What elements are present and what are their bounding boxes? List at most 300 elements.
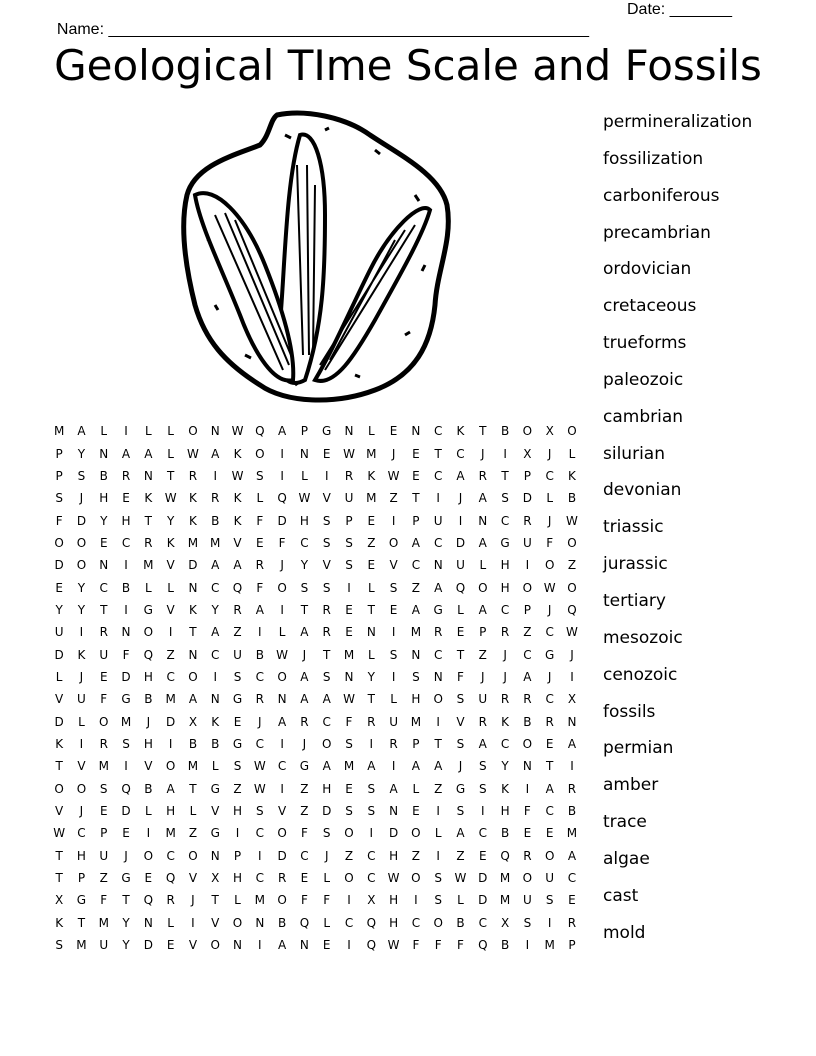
grid-cell[interactable]: O [478, 580, 488, 595]
grid-cell[interactable]: B [500, 826, 510, 841]
grid-cell[interactable]: F [323, 893, 331, 908]
grid-cell[interactable]: A [434, 580, 443, 595]
grid-cell[interactable]: E [345, 781, 353, 796]
grid-cell[interactable]: U [99, 938, 109, 953]
grid-cell[interactable]: O [544, 848, 555, 863]
grid-cell[interactable]: Z [166, 647, 175, 662]
grid-cell[interactable]: S [300, 580, 309, 595]
grid-cell[interactable]: X [523, 446, 532, 461]
grid-cell[interactable]: W [298, 491, 311, 506]
grid-cell[interactable]: S [322, 535, 331, 550]
grid-cell[interactable]: V [55, 692, 64, 707]
grid-cell[interactable]: B [567, 491, 577, 506]
grid-cell[interactable]: N [188, 647, 198, 662]
grid-cell[interactable]: F [278, 535, 286, 550]
grid-cell[interactable]: F [457, 669, 464, 684]
grid-cell[interactable]: J [458, 491, 463, 506]
grid-cell[interactable]: O [411, 826, 421, 841]
grid-cell[interactable]: C [255, 826, 265, 841]
grid-cell[interactable]: D [143, 938, 153, 953]
grid-cell[interactable]: G [210, 781, 220, 796]
grid-cell[interactable]: D [455, 535, 466, 550]
grid-cell[interactable]: Z [478, 647, 487, 662]
grid-cell[interactable]: Y [367, 669, 375, 684]
grid-cell[interactable]: S [122, 736, 130, 751]
grid-cell[interactable]: V [144, 759, 153, 774]
grid-cell[interactable]: S [345, 804, 353, 819]
grid-cell[interactable]: R [344, 468, 354, 483]
grid-cell[interactable]: S [233, 669, 242, 684]
grid-cell[interactable]: I [124, 558, 128, 573]
grid-cell[interactable]: C [300, 848, 309, 863]
grid-cell[interactable]: T [367, 602, 375, 617]
grid-cell[interactable]: S [322, 669, 331, 684]
grid-cell[interactable]: I [124, 602, 128, 617]
grid-cell[interactable]: T [189, 625, 197, 640]
grid-cell[interactable]: D [121, 804, 131, 819]
grid-cell[interactable]: Z [99, 871, 108, 886]
grid-cell[interactable]: B [121, 580, 131, 595]
grid-cell[interactable]: M [53, 424, 65, 439]
grid-cell[interactable]: L [256, 491, 264, 506]
grid-cell[interactable]: K [188, 513, 197, 528]
grid-cell[interactable]: J [258, 714, 262, 729]
grid-cell[interactable]: T [100, 602, 108, 617]
grid-cell[interactable]: E [122, 826, 130, 841]
grid-cell[interactable]: S [545, 893, 554, 908]
grid-cell[interactable]: U [54, 625, 64, 640]
grid-cell[interactable]: Q [500, 848, 510, 863]
grid-cell[interactable]: M [76, 938, 87, 953]
grid-cell[interactable]: N [277, 692, 287, 707]
grid-cell[interactable]: U [545, 871, 555, 886]
grid-cell[interactable]: O [522, 871, 533, 886]
grid-cell[interactable]: J [570, 647, 574, 662]
grid-cell[interactable]: O [344, 826, 354, 841]
grid-cell[interactable]: N [299, 938, 309, 953]
grid-cell[interactable]: Z [434, 781, 443, 796]
grid-cell[interactable]: A [478, 602, 487, 617]
grid-cell[interactable]: K [77, 647, 86, 662]
grid-cell[interactable]: W [253, 759, 266, 774]
grid-cell[interactable]: X [367, 893, 376, 908]
grid-cell[interactable]: Q [165, 871, 176, 886]
grid-cell[interactable]: Z [300, 781, 309, 796]
grid-cell[interactable]: V [211, 915, 220, 930]
grid-cell[interactable]: C [523, 647, 532, 662]
grid-cell[interactable]: E [55, 580, 63, 595]
grid-cell[interactable]: Q [277, 491, 287, 506]
grid-cell[interactable]: H [389, 915, 399, 930]
grid-cell[interactable]: V [233, 535, 242, 550]
grid-cell[interactable]: A [434, 759, 443, 774]
grid-cell[interactable]: I [168, 736, 173, 751]
grid-cell[interactable]: I [280, 602, 284, 617]
grid-cell[interactable]: R [545, 714, 554, 729]
grid-cell[interactable]: O [255, 446, 265, 461]
grid-cell[interactable]: Y [100, 513, 108, 528]
grid-cell[interactable]: M [544, 938, 555, 953]
grid-cell[interactable]: L [479, 558, 487, 573]
grid-cell[interactable]: L [144, 580, 152, 595]
grid-cell[interactable]: X [188, 714, 198, 729]
grid-cell[interactable]: O [277, 669, 287, 684]
grid-cell[interactable]: W [186, 446, 199, 461]
grid-cell[interactable]: J [547, 446, 552, 461]
grid-cell[interactable]: V [188, 938, 198, 953]
grid-cell[interactable]: T [501, 468, 509, 483]
grid-cell[interactable]: J [79, 491, 84, 506]
grid-cell[interactable]: O [99, 714, 109, 729]
grid-cell[interactable]: S [99, 781, 108, 796]
name-field-label[interactable]: Name: ______________________________________________________ [56, 21, 589, 38]
grid-cell[interactable]: U [433, 513, 443, 528]
grid-cell[interactable]: P [412, 736, 420, 751]
grid-cell[interactable]: D [478, 893, 488, 908]
grid-cell[interactable]: W [253, 781, 266, 796]
grid-cell[interactable]: G [455, 781, 466, 796]
grid-cell[interactable]: K [211, 714, 220, 729]
grid-cell[interactable]: O [277, 826, 287, 841]
grid-cell[interactable]: I [124, 424, 128, 439]
grid-cell[interactable]: N [411, 424, 421, 439]
grid-cell[interactable]: J [324, 848, 329, 863]
grid-cell[interactable]: Q [143, 893, 154, 908]
grid-cell[interactable]: P [345, 513, 353, 528]
grid-cell[interactable]: T [323, 647, 331, 662]
grid-cell[interactable]: G [299, 759, 310, 774]
grid-cell[interactable]: C [255, 736, 265, 751]
grid-cell[interactable]: P [523, 468, 531, 483]
grid-cell[interactable]: I [280, 781, 284, 796]
grid-cell[interactable]: I [124, 759, 128, 774]
grid-cell[interactable]: P [479, 625, 487, 640]
grid-cell[interactable]: I [391, 759, 396, 774]
grid-cell[interactable]: N [210, 692, 220, 707]
grid-cell[interactable]: R [99, 736, 108, 751]
grid-cell[interactable]: C [545, 692, 554, 707]
grid-cell[interactable]: W [231, 468, 244, 483]
grid-cell[interactable]: K [55, 915, 64, 930]
grid-cell[interactable]: A [211, 625, 220, 640]
grid-cell[interactable]: K [501, 714, 510, 729]
grid-cell[interactable]: I [503, 446, 507, 461]
grid-cell[interactable]: I [235, 826, 240, 841]
grid-cell[interactable]: N [233, 938, 243, 953]
grid-cell[interactable]: H [389, 893, 399, 908]
grid-cell[interactable]: H [143, 669, 153, 684]
grid-cell[interactable]: B [523, 714, 532, 729]
grid-cell[interactable]: D [166, 714, 176, 729]
grid-cell[interactable]: W [387, 871, 400, 886]
grid-cell[interactable]: F [256, 513, 264, 528]
grid-cell[interactable]: G [322, 424, 332, 439]
grid-cell[interactable]: O [522, 424, 533, 439]
grid-cell[interactable]: S [233, 759, 242, 774]
grid-cell[interactable]: D [478, 871, 488, 886]
grid-cell[interactable]: R [500, 625, 510, 640]
grid-cell[interactable]: I [570, 759, 574, 774]
grid-cell[interactable]: C [456, 446, 465, 461]
grid-cell[interactable]: V [166, 558, 175, 573]
grid-cell[interactable]: A [322, 759, 331, 774]
grid-cell[interactable]: N [411, 647, 421, 662]
grid-cell[interactable]: S [434, 893, 442, 908]
grid-cell[interactable]: S [322, 513, 331, 528]
grid-cell[interactable]: L [390, 692, 397, 707]
grid-cell[interactable]: V [211, 804, 220, 819]
grid-cell[interactable]: A [567, 736, 577, 751]
grid-cell[interactable]: R [255, 558, 264, 573]
grid-cell[interactable]: U [389, 714, 398, 729]
grid-cell[interactable]: T [122, 893, 130, 908]
grid-cell[interactable]: S [434, 871, 442, 886]
grid-cell[interactable]: M [98, 915, 109, 930]
grid-cell[interactable]: C [478, 826, 487, 841]
grid-cell[interactable]: L [278, 625, 286, 640]
grid-cell[interactable]: N [366, 625, 376, 640]
grid-cell[interactable]: S [367, 804, 376, 819]
grid-cell[interactable]: S [256, 468, 264, 483]
grid-cell[interactable]: D [76, 513, 87, 528]
grid-cell[interactable]: V [77, 759, 86, 774]
grid-cell[interactable]: H [500, 558, 510, 573]
grid-cell[interactable]: B [99, 468, 108, 483]
grid-cell[interactable]: W [543, 580, 556, 595]
grid-cell[interactable]: C [277, 759, 287, 774]
grid-cell[interactable]: H [299, 513, 309, 528]
grid-cell[interactable]: L [167, 580, 174, 595]
grid-cell[interactable]: V [55, 804, 64, 819]
grid-cell[interactable]: J [302, 647, 307, 662]
grid-cell[interactable]: H [411, 692, 421, 707]
grid-cell[interactable]: S [389, 580, 398, 595]
grid-cell[interactable]: R [523, 848, 532, 863]
grid-cell[interactable]: M [254, 893, 265, 908]
grid-cell[interactable]: F [523, 804, 531, 819]
grid-cell[interactable]: I [547, 915, 552, 930]
grid-cell[interactable]: N [255, 915, 265, 930]
grid-cell[interactable]: O [567, 535, 577, 550]
grid-cell[interactable]: N [210, 848, 220, 863]
grid-cell[interactable]: X [545, 424, 554, 439]
grid-cell[interactable]: T [166, 468, 175, 483]
grid-cell[interactable]: Q [299, 915, 310, 930]
grid-cell[interactable]: C [166, 848, 175, 863]
grid-cell[interactable]: C [255, 871, 265, 886]
grid-cell[interactable]: S [77, 468, 86, 483]
grid-cell[interactable]: T [211, 893, 219, 908]
grid-cell[interactable]: B [500, 424, 510, 439]
grid-cell[interactable]: A [77, 424, 86, 439]
grid-cell[interactable]: O [54, 781, 64, 796]
grid-cell[interactable]: Y [300, 558, 309, 573]
grid-cell[interactable]: P [55, 468, 63, 483]
grid-cell[interactable]: K [188, 602, 197, 617]
grid-cell[interactable]: I [258, 938, 262, 953]
grid-cell[interactable]: R [523, 692, 532, 707]
grid-cell[interactable]: S [367, 781, 376, 796]
grid-cell[interactable]: A [478, 736, 487, 751]
grid-cell[interactable]: M [165, 826, 176, 841]
grid-cell[interactable]: M [210, 535, 221, 550]
grid-cell[interactable]: T [77, 915, 86, 930]
grid-cell[interactable]: D [188, 558, 198, 573]
grid-cell[interactable]: O [277, 893, 287, 908]
grid-cell[interactable]: F [300, 893, 308, 908]
grid-cell[interactable]: K [367, 468, 376, 483]
grid-cell[interactable]: B [144, 781, 153, 796]
grid-cell[interactable]: A [188, 692, 198, 707]
grid-cell[interactable]: N [143, 468, 153, 483]
grid-cell[interactable]: A [211, 446, 220, 461]
grid-cell[interactable]: I [436, 804, 440, 819]
grid-cell[interactable]: R [144, 535, 153, 550]
grid-cell[interactable]: A [322, 692, 331, 707]
grid-cell[interactable]: C [500, 513, 510, 528]
grid-cell[interactable]: A [389, 781, 398, 796]
grid-cell[interactable]: H [143, 736, 153, 751]
grid-cell[interactable]: I [258, 625, 262, 640]
grid-cell[interactable]: T [456, 647, 465, 662]
grid-cell[interactable]: Z [567, 558, 577, 573]
grid-cell[interactable]: M [343, 759, 355, 774]
grid-cell[interactable]: J [547, 602, 552, 617]
grid-cell[interactable]: N [389, 804, 399, 819]
grid-cell[interactable]: Z [411, 848, 421, 863]
grid-cell[interactable]: N [121, 625, 131, 640]
grid-cell[interactable]: I [391, 625, 396, 640]
grid-cell[interactable]: F [256, 580, 264, 595]
grid-cell[interactable]: W [566, 513, 578, 528]
grid-cell[interactable]: M [120, 714, 132, 729]
grid-cell[interactable]: E [568, 893, 576, 908]
grid-cell[interactable]: D [54, 647, 64, 662]
grid-cell[interactable]: I [414, 893, 418, 908]
grid-cell[interactable]: Z [389, 491, 398, 506]
grid-cell[interactable]: J [146, 714, 151, 729]
grid-cell[interactable]: V [188, 871, 198, 886]
grid-cell[interactable]: R [99, 625, 108, 640]
grid-cell[interactable]: Q [232, 580, 243, 595]
grid-cell[interactable]: D [277, 848, 287, 863]
grid-cell[interactable]: S [456, 736, 465, 751]
grid-cell[interactable]: S [456, 692, 465, 707]
grid-cell[interactable]: L [568, 446, 576, 461]
grid-cell[interactable]: C [211, 647, 220, 662]
grid-cell[interactable]: U [233, 647, 242, 662]
grid-cell[interactable]: M [366, 446, 377, 461]
grid-cell[interactable]: R [478, 714, 487, 729]
grid-cell[interactable]: B [211, 736, 220, 751]
grid-cell[interactable]: S [345, 558, 353, 573]
grid-cell[interactable]: A [523, 669, 532, 684]
grid-cell[interactable]: P [568, 938, 576, 953]
grid-cell[interactable]: P [523, 602, 531, 617]
grid-cell[interactable]: Y [166, 513, 175, 528]
grid-cell[interactable]: A [278, 424, 287, 439]
grid-cell[interactable]: B [255, 647, 264, 662]
grid-cell[interactable]: C [434, 535, 443, 550]
grid-cell[interactable]: H [233, 804, 243, 819]
grid-cell[interactable]: S [322, 826, 331, 841]
grid-cell[interactable]: W [387, 468, 400, 483]
grid-cell[interactable]: D [121, 669, 131, 684]
grid-cell[interactable]: G [232, 736, 243, 751]
grid-cell[interactable]: A [144, 446, 153, 461]
grid-cell[interactable]: N [188, 580, 198, 595]
grid-cell[interactable]: J [481, 669, 485, 684]
grid-cell[interactable]: L [434, 826, 442, 841]
grid-cell[interactable]: A [478, 491, 487, 506]
grid-cell[interactable]: W [343, 692, 355, 707]
grid-cell[interactable]: J [79, 804, 84, 819]
grid-cell[interactable]: A [456, 468, 465, 483]
grid-cell[interactable]: M [499, 893, 511, 908]
grid-cell[interactable]: O [321, 736, 332, 751]
grid-cell[interactable]: T [144, 513, 152, 528]
grid-cell[interactable]: U [99, 647, 109, 662]
grid-cell[interactable]: I [280, 736, 284, 751]
grid-cell[interactable]: V [166, 602, 175, 617]
grid-cell[interactable]: K [568, 468, 576, 483]
grid-cell[interactable]: I [436, 714, 440, 729]
grid-cell[interactable]: E [345, 625, 353, 640]
grid-cell[interactable]: R [211, 491, 220, 506]
grid-cell[interactable]: E [412, 468, 420, 483]
grid-cell[interactable]: T [434, 446, 442, 461]
grid-cell[interactable]: X [211, 871, 220, 886]
grid-cell[interactable]: O [277, 580, 287, 595]
grid-cell[interactable]: A [278, 938, 287, 953]
grid-cell[interactable]: I [280, 468, 284, 483]
grid-cell[interactable]: N [299, 446, 309, 461]
grid-cell[interactable]: S [55, 491, 63, 506]
grid-cell[interactable]: P [233, 848, 242, 863]
grid-cell[interactable]: U [77, 692, 86, 707]
grid-cell[interactable]: D [388, 826, 399, 841]
grid-cell[interactable]: M [165, 692, 176, 707]
grid-cell[interactable]: N [433, 669, 443, 684]
grid-cell[interactable]: L [301, 468, 308, 483]
grid-cell[interactable]: A [233, 558, 242, 573]
grid-cell[interactable]: V [322, 491, 331, 506]
grid-cell[interactable]: A [166, 781, 175, 796]
grid-cell[interactable]: N [210, 424, 220, 439]
grid-cell[interactable]: H [500, 580, 510, 595]
grid-cell[interactable]: I [436, 848, 440, 863]
grid-cell[interactable]: Z [233, 625, 242, 640]
grid-cell[interactable]: M [187, 759, 199, 774]
grid-cell[interactable]: S [456, 804, 465, 819]
grid-cell[interactable]: O [76, 781, 87, 796]
grid-cell[interactable]: L [457, 893, 464, 908]
grid-cell[interactable]: C [322, 714, 331, 729]
grid-cell[interactable]: N [99, 446, 109, 461]
grid-cell[interactable]: C [211, 580, 220, 595]
grid-cell[interactable]: V [389, 558, 398, 573]
grid-cell[interactable]: V [456, 714, 465, 729]
grid-cell[interactable]: G [433, 602, 443, 617]
grid-cell[interactable]: J [280, 558, 284, 573]
grid-cell[interactable]: Q [366, 915, 377, 930]
grid-cell[interactable]: R [277, 871, 287, 886]
grid-cell[interactable]: L [211, 759, 219, 774]
grid-cell[interactable]: E [99, 535, 108, 550]
grid-cell[interactable]: L [323, 871, 331, 886]
grid-cell[interactable]: O [76, 558, 87, 573]
grid-cell[interactable]: K [501, 781, 510, 796]
